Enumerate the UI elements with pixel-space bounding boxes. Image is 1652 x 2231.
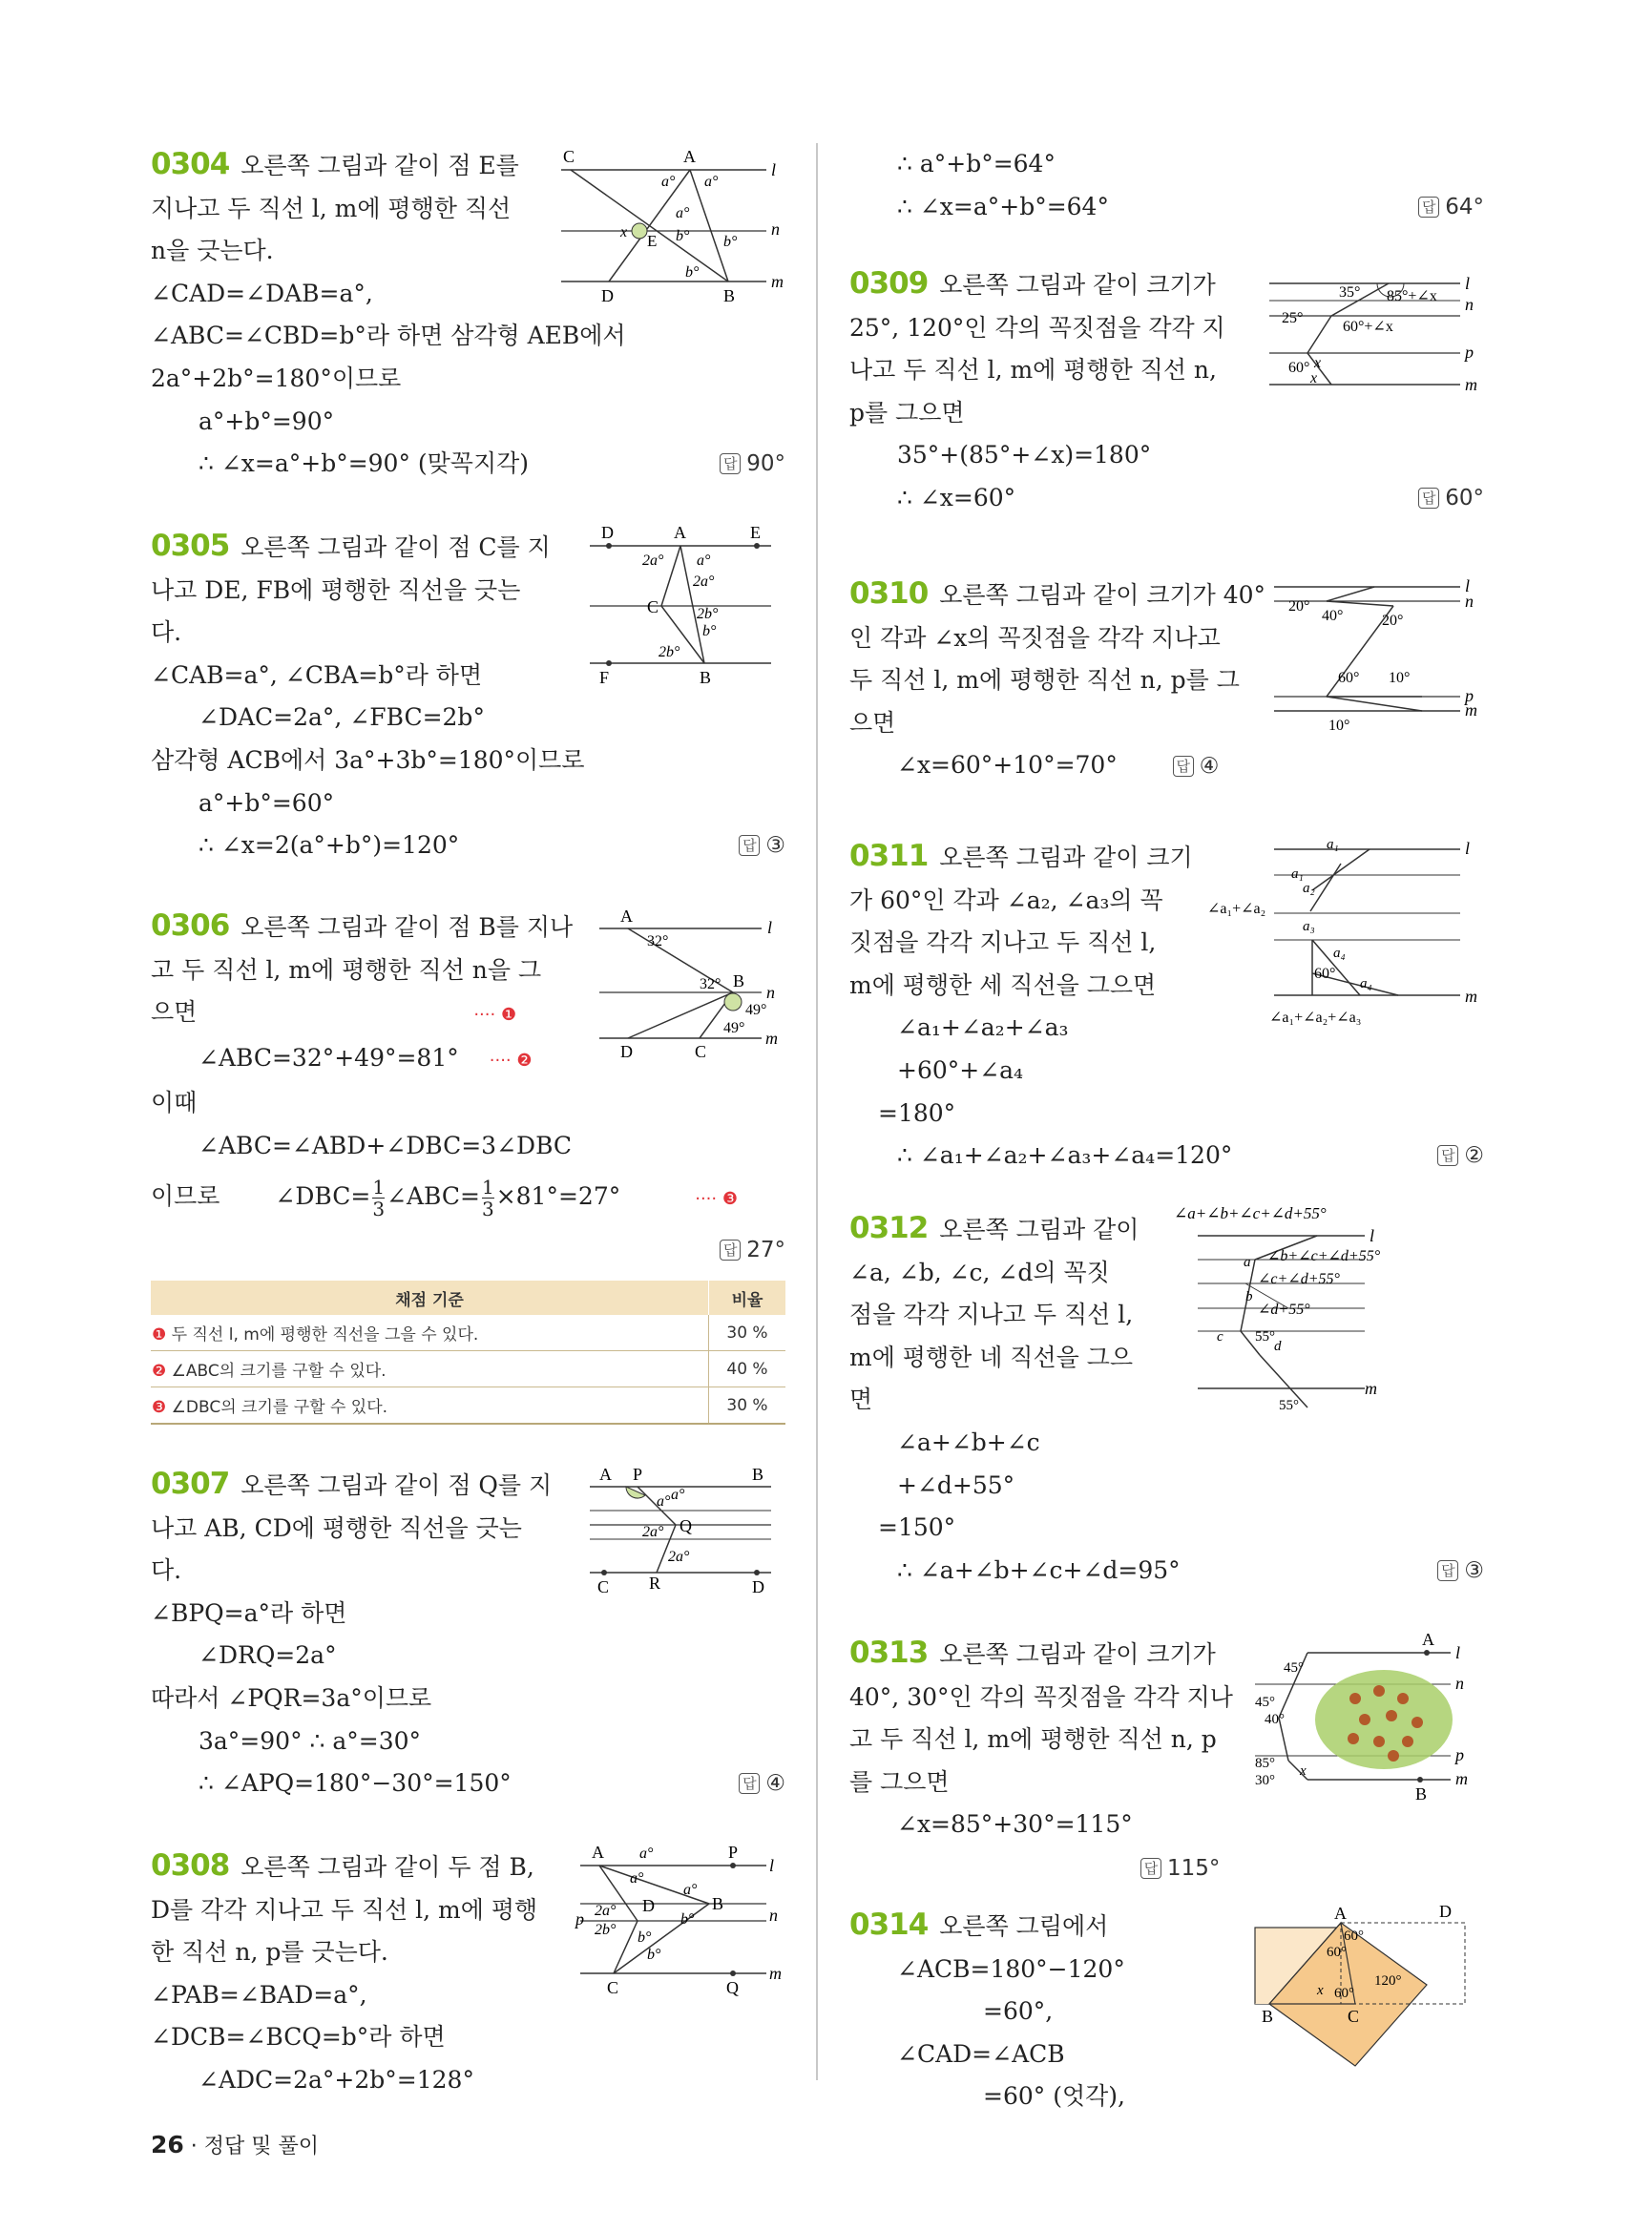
svg-text:l: l: [769, 1856, 775, 1875]
svg-text:l: l: [1465, 576, 1471, 595]
problem-number: 0308: [151, 1848, 230, 1883]
figure-0308: [571, 1845, 785, 2011]
right-column: [849, 143, 1484, 2157]
svg-text:b°: b°: [638, 1929, 652, 1946]
svg-text:C: C: [695, 1042, 707, 1061]
text-line: 나고 DE, FB에 평행한 직선을 긋는: [151, 575, 521, 604]
text-line: ∴ ∠a₁+∠a₂+∠a₃+∠a₄=120°: [897, 1141, 1233, 1170]
svg-text:m: m: [1455, 1769, 1468, 1788]
svg-text:n: n: [1455, 1674, 1464, 1693]
answer-mark-icon: 답: [720, 453, 741, 474]
problem-0308-continued: [849, 143, 1484, 243]
svg-text:p: p: [575, 1909, 584, 1929]
svg-text:n: n: [766, 983, 775, 1002]
svg-text:D: D: [752, 1577, 764, 1596]
problem-0304: [151, 143, 785, 487]
svg-text:b°: b°: [702, 623, 717, 639]
svg-text:x: x: [620, 224, 628, 240]
text-line: 오른쪽 그림에서: [939, 1912, 1109, 1940]
table-row: ❸ ∠DBC의 크기를 구할 수 있다. 30 %: [151, 1387, 785, 1425]
svg-text:Q: Q: [680, 1516, 692, 1535]
text-line: 한 직선 n, p를 긋는다.: [151, 1938, 388, 1967]
problem-0306: [151, 905, 785, 1425]
svg-text:m: m: [769, 1964, 782, 1983]
fraction: $\frac{1}{3}$: [481, 1175, 494, 1220]
svg-text:a°: a°: [657, 1493, 671, 1510]
svg-text:25°: 25°: [1282, 310, 1304, 326]
table-row: ❷ ∠ABC의 크기를 구할 수 있다. 40 %: [151, 1351, 785, 1387]
svg-text:C: C: [563, 147, 575, 166]
text-line: 이므로: [151, 1181, 220, 1210]
answer: 답 90°: [720, 443, 785, 486]
svg-text:60°: 60°: [1288, 360, 1310, 376]
text-line: p를 그으면: [849, 398, 965, 427]
svg-text:2b°: 2b°: [595, 1922, 617, 1938]
problem-0311: [849, 835, 1484, 1169]
svg-text:D: D: [642, 1896, 655, 1915]
text-line: 짓점을 각각 지나고 두 직선 l,: [849, 928, 1157, 957]
step-marker-2: ···· ❷: [489, 1050, 533, 1071]
text-line: ∠a+∠b+∠c: [897, 1428, 1040, 1456]
svg-text:Q: Q: [726, 1978, 739, 1997]
page-footer: [151, 2130, 319, 2159]
text-line: ∠CAB=a°, ∠CBA=b°라 하면: [151, 660, 483, 689]
figure-0306: [590, 905, 785, 1071]
problem-number: 0311: [849, 839, 929, 873]
svg-text:120°: 120°: [1374, 1973, 1402, 1989]
text-line: 오른쪽 그림과 같이 크기가: [939, 271, 1216, 299]
text-line: ∴ ∠x=a°+b°=90° (맞꼭지각): [199, 449, 530, 478]
svg-text:60°: 60°: [1314, 966, 1336, 982]
svg-text:2b°: 2b°: [659, 644, 680, 660]
table-header: 채점 기준: [151, 1281, 709, 1315]
problem-number: 0305: [151, 529, 230, 563]
svg-text:49°: 49°: [723, 1020, 745, 1036]
svg-text:D: D: [620, 1042, 633, 1061]
svg-text:B: B: [723, 286, 736, 305]
text-line: 으면: [849, 708, 896, 737]
answer: 답 ④: [1173, 754, 1220, 779]
svg-text:b°: b°: [676, 228, 690, 244]
text-line: 가 60°인 각과 ∠a₂, ∠a₃의 꼭: [849, 886, 1163, 914]
text-line: n을 긋는다.: [151, 237, 274, 265]
svg-text:p: p: [1455, 1745, 1464, 1764]
svg-text:60°: 60°: [1327, 1945, 1347, 1960]
svg-text:a°: a°: [676, 205, 690, 221]
svg-text:m: m: [1465, 987, 1477, 1006]
svg-text:B: B: [733, 971, 745, 990]
text-line: =60° (엇각),: [983, 2082, 1125, 2111]
svg-text:l: l: [771, 160, 777, 179]
figure-0314: [1250, 1904, 1484, 2079]
text-line: 삼각형 ACB에서 3a°+3b°=180°이므로: [151, 745, 585, 774]
svg-text:2a°: 2a°: [595, 1903, 617, 1919]
text-line: 35°+(85°+∠x)=180°: [897, 441, 1152, 469]
problem-0310: [849, 573, 1484, 797]
svg-text:20°: 20°: [1288, 598, 1310, 615]
svg-text:a₂: a₂: [1303, 881, 1315, 896]
text-line: 오른쪽 그림과 같이 점 C를 지: [240, 533, 551, 561]
svg-text:E: E: [647, 232, 658, 250]
problem-number: 0309: [849, 266, 929, 301]
svg-text:a°: a°: [661, 174, 676, 190]
svg-text:a°: a°: [697, 553, 711, 569]
svg-text:F: F: [599, 668, 610, 687]
svg-text:n: n: [771, 219, 780, 239]
text-line: 고 두 직선 l, m에 평행한 직선 n, p: [849, 1725, 1217, 1754]
step-number-icon: ❸: [152, 1398, 172, 1418]
svg-text:m: m: [765, 1029, 778, 1048]
text-line: a°+b°=60°: [199, 788, 335, 817]
text-line: ∠ABC=: [387, 1181, 480, 1210]
svg-text:b°: b°: [647, 1947, 661, 1963]
svg-text:∠b+∠c+∠d+55°: ∠b+∠c+∠d+55°: [1267, 1248, 1381, 1264]
svg-text:55°: 55°: [1255, 1329, 1275, 1345]
svg-text:B: B: [1415, 1784, 1428, 1804]
svg-text:m: m: [1365, 1379, 1377, 1398]
svg-text:∠c+∠d+55°: ∠c+∠d+55°: [1258, 1271, 1340, 1287]
svg-text:45°: 45°: [1284, 1660, 1304, 1676]
text-line: ∠ABC=∠ABD+∠DBC=3∠DBC: [199, 1131, 573, 1159]
text-line: a°+b°=90°: [199, 407, 335, 435]
figure-0307: [580, 1463, 785, 1619]
text-line: ∠DAC=2a°, ∠FBC=2b°: [199, 703, 485, 732]
text-line: 점을 각각 지나고 두 직선 l,: [849, 1301, 1134, 1329]
svg-text:60°: 60°: [1344, 1929, 1364, 1944]
answer-mark-icon: 답: [1140, 1858, 1161, 1879]
answer-mark-icon: 답: [1437, 1145, 1458, 1166]
text-line: 오른쪽 그림과 같이 크기가: [939, 1640, 1216, 1668]
svg-text:60°+∠x: 60°+∠x: [1343, 319, 1393, 335]
text-line: ∠ABC=32°+49°=81°: [199, 1043, 459, 1072]
svg-text:∠a+∠b+∠c+∠d+55°: ∠a+∠b+∠c+∠d+55°: [1174, 1207, 1327, 1222]
figure-0313: [1250, 1632, 1484, 1826]
svg-text:2a°: 2a°: [642, 553, 664, 569]
text-line: 나고 AB, CD에 평행한 직선을 긋는: [151, 1513, 522, 1542]
svg-text:60°: 60°: [1338, 670, 1360, 686]
text-line: ∠DRQ=2a°: [199, 1641, 337, 1670]
svg-text:85°: 85°: [1255, 1756, 1275, 1771]
text-line: 오른쪽 그림과 같이 두 점 B,: [240, 1853, 534, 1881]
text-line: 를 그으면: [849, 1767, 950, 1796]
svg-text:A: A: [1422, 1632, 1434, 1649]
problem-0307: [151, 1463, 785, 1806]
text-line: 오른쪽 그림과 같이 크기가 40°: [939, 581, 1266, 609]
text-line: D를 각각 지나고 두 직선 l, m에 평행: [151, 1895, 538, 1924]
text-line: 이때: [151, 1089, 198, 1117]
svg-text:2b°: 2b°: [697, 606, 719, 622]
svg-text:2a°: 2a°: [693, 573, 715, 590]
svg-text:x: x: [1310, 370, 1318, 386]
svg-text:a°: a°: [639, 1845, 654, 1862]
svg-text:n: n: [1465, 592, 1474, 611]
step-marker-1: ···· ❶: [473, 1005, 517, 1026]
svg-text:a₁: a₁: [1291, 866, 1304, 882]
svg-text:2a°: 2a°: [642, 1524, 664, 1540]
text-line: 40°, 30°인 각의 꼭짓점을 각각 지나: [849, 1682, 1233, 1711]
answer-mark-icon: 답: [1418, 197, 1439, 218]
answer: 답 ④: [739, 1762, 785, 1805]
text-line: ∠x=60°+10°=70°: [897, 751, 1118, 780]
svg-text:p: p: [1465, 343, 1474, 362]
text-line: +60°+∠a₄: [897, 1055, 1024, 1084]
table-header: 비율: [709, 1281, 786, 1315]
svg-text:b: b: [1245, 1289, 1253, 1304]
footer-label: 정답 및 풀이: [203, 2135, 320, 2158]
text-line: +∠d+55°: [897, 1470, 1015, 1499]
text-line: ∴ ∠APQ=180°−30°=150°: [199, 1769, 512, 1798]
svg-text:a₄: a₄: [1360, 976, 1372, 991]
problem-0308: [151, 1845, 785, 2102]
svg-text:l: l: [1465, 839, 1471, 858]
text-line: m에 평행한 세 직선을 그으면: [849, 970, 1157, 999]
scoring-table: [151, 1281, 785, 1425]
text-line: ∠DCB=∠BCQ=b°라 하면: [151, 2023, 446, 2052]
svg-text:2a°: 2a°: [668, 1549, 690, 1565]
left-column: [151, 143, 785, 2140]
svg-text:10°: 10°: [1389, 670, 1411, 686]
svg-text:49°: 49°: [745, 1002, 767, 1018]
svg-text:D: D: [601, 286, 614, 305]
text-line: 나고 두 직선 l, m에 평행한 직선 n,: [849, 356, 1217, 385]
svg-text:a°: a°: [671, 1487, 685, 1503]
text-line: ∴ ∠x=a°+b°=64°: [897, 192, 1109, 220]
svg-text:45°: 45°: [1255, 1695, 1275, 1710]
svg-text:∠d+55°: ∠d+55°: [1258, 1302, 1310, 1318]
text-line: ∠PAB=∠BAD=a°,: [151, 1980, 367, 2009]
svg-text:n: n: [1465, 295, 1474, 314]
text-line: ×81°=27°: [495, 1181, 621, 1210]
svg-text:x: x: [1317, 1983, 1324, 1998]
svg-text:l: l: [1370, 1226, 1375, 1245]
table-row: ❶ 두 직선 l, m에 평행한 직선을 그을 수 있다. 30 %: [151, 1315, 785, 1351]
answer-mark-icon: 답: [1437, 1560, 1458, 1581]
svg-text:R: R: [649, 1574, 661, 1593]
svg-text:A: A: [674, 525, 686, 542]
fraction: $\frac{1}{3}$: [372, 1175, 386, 1220]
text-line: 면: [849, 1386, 873, 1414]
step-number-icon: ❷: [152, 1362, 172, 1382]
text-line: =150°: [878, 1513, 956, 1542]
svg-text:b°: b°: [680, 1911, 695, 1928]
svg-text:D: D: [1439, 1904, 1452, 1921]
text-line: 다.: [151, 618, 182, 647]
answer: 답 60°: [1418, 477, 1484, 520]
svg-text:b°: b°: [685, 264, 700, 281]
answer-mark-icon: 답: [1173, 756, 1194, 777]
svg-text:∠a₁+∠a₂: ∠a₁+∠a₂: [1207, 901, 1266, 917]
text-line: 오른쪽 그림과 같이 점 B를 지나: [240, 913, 574, 941]
text-line: ∴ ∠x=60°: [897, 483, 1016, 511]
svg-text:B: B: [700, 668, 712, 687]
text-line: 2a°+2b°=180°이므로: [151, 364, 402, 392]
svg-text:a°: a°: [683, 1882, 698, 1898]
text-line: m에 평행한 네 직선을 그으: [849, 1343, 1133, 1371]
text-line: 오른쪽 그림과 같이: [939, 1216, 1140, 1243]
figure-0310: [1269, 573, 1484, 743]
svg-text:x: x: [1300, 1763, 1307, 1779]
text-line: ∠a, ∠b, ∠c, ∠d의 꼭짓: [849, 1258, 1110, 1286]
svg-text:p: p: [1465, 686, 1474, 705]
text-line: 오른쪽 그림과 같이 크기: [939, 844, 1193, 871]
text-line: 인 각과 ∠x의 꼭짓점을 각각 지나고: [849, 623, 1221, 652]
svg-text:P: P: [728, 1845, 739, 1862]
text-line: =180°: [878, 1098, 956, 1127]
text-line: ∠BPQ=a°라 하면: [151, 1598, 347, 1627]
problem-number: 0312: [849, 1211, 929, 1245]
answer-mark-icon: 답: [739, 835, 760, 856]
figure-0304: [552, 143, 785, 309]
text-line: ∠ACB=180°−120°: [897, 1954, 1125, 1983]
svg-text:A: A: [683, 147, 696, 166]
svg-text:C: C: [1348, 2007, 1360, 2026]
svg-text:m: m: [771, 272, 784, 291]
text-line: ∠ADC=2a°+2b°=128°: [199, 2065, 474, 2094]
answer-mark-icon: 답: [720, 1240, 741, 1261]
svg-text:a°: a°: [630, 1870, 644, 1887]
svg-text:∠a₁+∠a₂+∠a₃: ∠a₁+∠a₂+∠a₃: [1269, 1010, 1362, 1026]
svg-text:m: m: [1465, 375, 1477, 394]
text-line: ∠a₁+∠a₂+∠a₃: [897, 1013, 1069, 1042]
svg-text:32°: 32°: [700, 976, 721, 992]
text-line: ∠DBC=: [275, 1181, 371, 1210]
text-line: 오른쪽 그림과 같이 점 E를: [240, 152, 519, 179]
problem-number: 0304: [151, 147, 230, 181]
svg-text:A: A: [599, 1465, 612, 1484]
text-line: 지나고 두 직선 l, m에 평행한 직선: [151, 194, 512, 222]
answer: 답 ③: [739, 824, 785, 867]
text-line: 두 직선 l, m에 평행한 직선 n, p를 그: [849, 666, 1240, 695]
svg-text:60°: 60°: [1334, 1986, 1354, 2001]
problem-number: 0313: [849, 1636, 929, 1670]
problem-number: 0306: [151, 908, 230, 943]
svg-text:a°: a°: [704, 174, 719, 190]
svg-text:B: B: [1262, 2007, 1274, 2026]
text-line: ∴ ∠x=2(a°+b°)=120°: [199, 831, 460, 860]
answer: 답 115°: [1140, 1856, 1220, 1881]
answer-mark-icon: 답: [1418, 488, 1439, 509]
problem-number: 0310: [849, 576, 929, 611]
svg-text:A: A: [620, 907, 633, 926]
svg-text:32°: 32°: [647, 933, 669, 949]
svg-text:85°+∠x: 85°+∠x: [1387, 288, 1437, 304]
svg-text:a₁: a₁: [1327, 837, 1339, 852]
svg-text:d: d: [1274, 1339, 1282, 1354]
footer-separator: ·: [190, 2135, 204, 2158]
svg-text:20°: 20°: [1382, 613, 1404, 629]
column-divider: [816, 143, 818, 2080]
svg-text:40°: 40°: [1265, 1712, 1285, 1727]
svg-text:l: l: [1465, 274, 1471, 293]
svg-text:30°: 30°: [1255, 1773, 1275, 1788]
text-line: ∠CAD=∠ACB: [897, 2039, 1065, 2068]
svg-text:C: C: [647, 597, 659, 616]
svg-text:x: x: [1314, 355, 1322, 371]
problem-0305: [151, 525, 785, 866]
svg-text:B: B: [712, 1894, 724, 1913]
svg-text:B: B: [752, 1465, 764, 1484]
text-line: 25°, 120°인 각의 꼭짓점을 각각 지: [849, 313, 1225, 342]
text-line: ∠CAD=∠DAB=a°,: [151, 279, 373, 307]
problem-0312: [849, 1207, 1484, 1594]
svg-text:a: a: [1244, 1255, 1251, 1270]
svg-text:55°: 55°: [1279, 1398, 1299, 1413]
text-line: 으면: [151, 998, 198, 1027]
text-line: 다.: [151, 1556, 182, 1585]
answer: 답 64°: [1418, 186, 1484, 229]
text-line: 따라서 ∠PQR=3a°이므로: [151, 1683, 432, 1712]
figure-0312: [1174, 1207, 1484, 1430]
svg-text:35°: 35°: [1339, 284, 1361, 301]
figure-0309: [1265, 262, 1484, 428]
problem-number: 0314: [849, 1908, 929, 1942]
svg-text:c: c: [1217, 1329, 1223, 1345]
svg-text:m: m: [1465, 700, 1477, 719]
svg-text:40°: 40°: [1322, 608, 1344, 624]
text-line: 고 두 직선 l, m에 평행한 직선 n을 그: [151, 955, 542, 984]
svg-text:C: C: [597, 1577, 610, 1596]
problem-0313: [849, 1632, 1484, 1881]
text-line: ∠ABC=∠CBD=b°라 하면 삼각형 AEB에서: [151, 322, 626, 350]
answer: 답 ②: [1437, 1135, 1484, 1178]
svg-text:P: P: [633, 1465, 643, 1484]
svg-text:A: A: [1334, 1904, 1347, 1923]
text-line: ∠x=85°+30°=115°: [897, 1810, 1133, 1839]
step-number-icon: ❶: [152, 1325, 172, 1345]
svg-text:a₄: a₄: [1333, 946, 1346, 961]
text-line: ∴ a°+b°=64°: [897, 150, 1056, 177]
answer-mark-icon: 답: [739, 1773, 760, 1794]
svg-text:a₃: a₃: [1303, 919, 1315, 934]
svg-text:n: n: [769, 1906, 778, 1925]
svg-text:l: l: [767, 918, 773, 937]
text-line: 오른쪽 그림과 같이 점 Q를 지: [240, 1471, 553, 1499]
figure-0305: [580, 525, 785, 691]
text-line: 3a°=90° ∴ a°=30°: [199, 1726, 422, 1755]
svg-text:A: A: [592, 1845, 604, 1862]
answer: 답 ③: [1437, 1550, 1484, 1593]
problem-0309: [849, 262, 1484, 534]
svg-text:C: C: [607, 1978, 619, 1997]
svg-text:E: E: [750, 525, 761, 542]
answer: 답 27°: [720, 1238, 785, 1262]
svg-text:D: D: [601, 525, 614, 542]
page-number: 26: [151, 2131, 184, 2158]
svg-text:10°: 10°: [1328, 718, 1350, 734]
text-line: ∴ ∠a+∠b+∠c+∠d=95°: [897, 1555, 1181, 1584]
step-marker-3: ···· ❸: [695, 1188, 738, 1209]
problem-0314: [849, 1904, 1484, 2118]
text-line: =60°,: [983, 1997, 1054, 2026]
problem-number: 0307: [151, 1467, 230, 1501]
svg-text:b°: b°: [723, 234, 738, 250]
figure-0311: [1207, 835, 1484, 1044]
svg-text:l: l: [1455, 1643, 1461, 1662]
